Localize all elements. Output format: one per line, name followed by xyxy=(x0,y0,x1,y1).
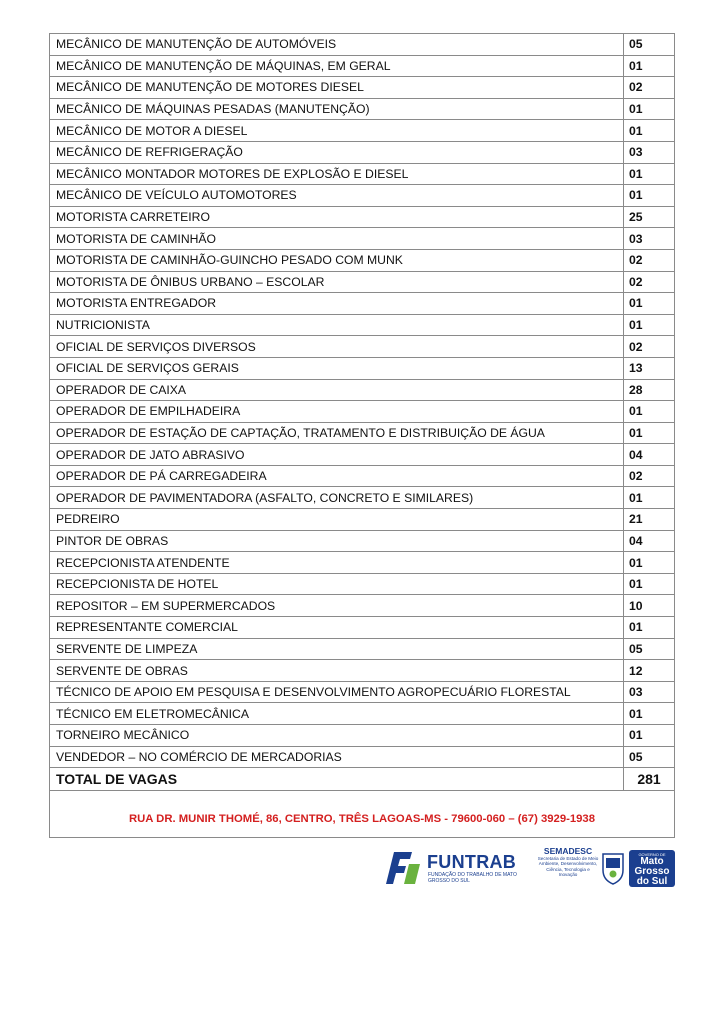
table-row xyxy=(50,617,675,639)
address-box xyxy=(49,791,675,838)
table-row xyxy=(50,163,675,185)
job-title: OPERADOR DE EMPILHADEIRA xyxy=(50,401,624,423)
table-row xyxy=(50,34,675,56)
job-title: OPERADOR DE JATO ABRASIVO xyxy=(50,444,624,466)
job-title: TÉCNICO EM ELETROMECÂNICA xyxy=(50,703,624,725)
job-quantity: 13 xyxy=(624,357,675,379)
table-row xyxy=(50,401,675,423)
table-row xyxy=(50,573,675,595)
funtrab-mark-icon xyxy=(382,848,424,888)
job-quantity: 12 xyxy=(624,660,675,682)
job-title: OFICIAL DE SERVIÇOS DIVERSOS xyxy=(50,336,624,358)
job-quantity: 02 xyxy=(624,249,675,271)
job-title: OPERADOR DE CAIXA xyxy=(50,379,624,401)
job-title: VENDEDOR – NO COMÉRCIO DE MERCADORIAS xyxy=(50,746,624,768)
table-row xyxy=(50,465,675,487)
job-title: MOTORISTA CARRETEIRO xyxy=(50,206,624,228)
job-quantity: 21 xyxy=(624,509,675,531)
job-title: REPRESENTANTE COMERCIAL xyxy=(50,617,624,639)
job-quantity: 01 xyxy=(624,55,675,77)
logo-bar xyxy=(382,846,676,890)
funtrab-subtitle: FUNDAÇÃO DO TRABALHO DE MATO GROSSO DO SUL xyxy=(428,872,517,884)
job-quantity: 01 xyxy=(624,725,675,747)
job-quantity: 10 xyxy=(624,595,675,617)
job-quantity: 03 xyxy=(624,228,675,250)
government-line-2: Grosso xyxy=(634,866,670,877)
table-row xyxy=(50,444,675,466)
job-title: NUTRICIONISTA xyxy=(50,314,624,336)
job-quantity: 05 xyxy=(624,746,675,768)
table-row xyxy=(50,487,675,509)
job-title: MOTORISTA DE CAMINHÃO xyxy=(50,228,624,250)
job-quantity: 05 xyxy=(624,34,675,56)
table-row xyxy=(50,681,675,703)
job-rows xyxy=(50,34,675,768)
job-title: TÉCNICO DE APOIO EM PESQUISA E DESENVOLVIMENTO AGROPECUÁRIO FLORESTAL xyxy=(50,681,624,703)
table-row xyxy=(50,530,675,552)
job-title: RECEPCIONISTA DE HOTEL xyxy=(50,573,624,595)
table-row xyxy=(50,120,675,142)
table-row xyxy=(50,746,675,768)
funtrab-logo xyxy=(382,848,524,888)
job-quantity: 04 xyxy=(624,444,675,466)
job-quantity: 02 xyxy=(624,336,675,358)
semadesc-subtitle: Secretaria de Estado de Meio Ambiente, Desenvolvimento, Ciência, Tecnologia e Inovação xyxy=(537,856,599,878)
job-quantity: 01 xyxy=(624,120,675,142)
table-row xyxy=(50,271,675,293)
job-quantity: 01 xyxy=(624,552,675,574)
job-quantity: 25 xyxy=(624,206,675,228)
job-title: MOTORISTA DE ÔNIBUS URBANO – ESCOLAR xyxy=(50,271,624,293)
job-quantity: 01 xyxy=(624,293,675,315)
semadesc-name: SEMADESC xyxy=(543,846,593,856)
job-title: MECÂNICO DE MANUTENÇÃO DE MÁQUINAS, EM GERAL xyxy=(50,55,624,77)
job-quantity: 03 xyxy=(624,141,675,163)
table-row xyxy=(50,336,675,358)
table-row xyxy=(50,552,675,574)
job-quantity: 01 xyxy=(624,185,675,207)
job-title: RECEPCIONISTA ATENDENTE xyxy=(50,552,624,574)
semadesc-logo xyxy=(537,846,599,878)
job-quantity: 02 xyxy=(624,271,675,293)
document-page xyxy=(49,33,675,838)
job-quantity: 04 xyxy=(624,530,675,552)
job-title: PEDREIRO xyxy=(50,509,624,531)
job-title: MOTORISTA DE CAMINHÃO-GUINCHO PESADO COM MUNK xyxy=(50,249,624,271)
job-quantity: 01 xyxy=(624,163,675,185)
table-row xyxy=(50,422,675,444)
government-line-3: do Sul xyxy=(636,876,668,887)
table-row xyxy=(50,141,675,163)
job-quantity: 02 xyxy=(624,465,675,487)
table-row xyxy=(50,249,675,271)
government-logo xyxy=(629,850,675,887)
government-line-1: Mato xyxy=(640,856,664,867)
job-quantity: 01 xyxy=(624,401,675,423)
job-title: MECÂNICO DE VEÍCULO AUTOMOTORES xyxy=(50,185,624,207)
table-row xyxy=(50,228,675,250)
job-quantity: 02 xyxy=(624,77,675,99)
table-row xyxy=(50,185,675,207)
table-row xyxy=(50,703,675,725)
job-quantity: 01 xyxy=(624,703,675,725)
table-row xyxy=(50,595,675,617)
job-title: OPERADOR DE PAVIMENTADORA (ASFALTO, CONCRETO E SIMILARES) xyxy=(50,487,624,509)
job-title: MECÂNICO MONTADOR MOTORES DE EXPLOSÃO E DIESEL xyxy=(50,163,624,185)
funtrab-name: FUNTRAB xyxy=(427,852,517,872)
job-quantity: 28 xyxy=(624,379,675,401)
job-quantity: 05 xyxy=(624,638,675,660)
total-label: TOTAL DE VAGAS xyxy=(50,768,624,791)
job-quantity: 03 xyxy=(624,681,675,703)
state-crest-icon xyxy=(600,850,626,886)
table-row xyxy=(50,98,675,120)
table-row xyxy=(50,314,675,336)
job-quantity: 01 xyxy=(624,314,675,336)
government-small-text: GOVERNO DE xyxy=(638,852,666,857)
job-title: PINTOR DE OBRAS xyxy=(50,530,624,552)
table-row xyxy=(50,379,675,401)
table-row xyxy=(50,638,675,660)
job-title: MECÂNICO DE MANUTENÇÃO DE MOTORES DIESEL xyxy=(50,77,624,99)
table-row xyxy=(50,660,675,682)
table-row xyxy=(50,55,675,77)
total-row xyxy=(50,768,675,791)
table-row xyxy=(50,725,675,747)
table-row xyxy=(50,206,675,228)
job-title: MECÂNICO DE REFRIGERAÇÃO xyxy=(50,141,624,163)
job-title: MOTORISTA ENTREGADOR xyxy=(50,293,624,315)
job-title: SERVENTE DE LIMPEZA xyxy=(50,638,624,660)
total-value: 281 xyxy=(624,768,675,791)
table-row xyxy=(50,509,675,531)
job-title: MECÂNICO DE MÁQUINAS PESADAS (MANUTENÇÃO) xyxy=(50,98,624,120)
job-quantity: 01 xyxy=(624,98,675,120)
job-title: TORNEIRO MECÂNICO xyxy=(50,725,624,747)
job-quantity: 01 xyxy=(624,617,675,639)
table-row xyxy=(50,77,675,99)
job-title: OPERADOR DE PÁ CARREGADEIRA xyxy=(50,465,624,487)
job-quantity: 01 xyxy=(624,422,675,444)
address-line: RUA DR. MUNIR THOMÉ, 86, CENTRO, TRÊS LAGOAS-MS - 79600-060 – (67) 3929-1938 xyxy=(128,813,595,826)
table-row xyxy=(50,293,675,315)
table-row xyxy=(50,357,675,379)
job-title: MECÂNICO DE MANUTENÇÃO DE AUTOMÓVEIS xyxy=(50,34,624,56)
job-title: OPERADOR DE ESTAÇÃO DE CAPTAÇÃO, TRATAMENTO E DISTRIBUIÇÃO DE ÁGUA xyxy=(50,422,624,444)
job-title: MECÂNICO DE MOTOR A DIESEL xyxy=(50,120,624,142)
job-title: OFICIAL DE SERVIÇOS GERAIS xyxy=(50,357,624,379)
job-quantity: 01 xyxy=(624,573,675,595)
job-quantity: 01 xyxy=(624,487,675,509)
job-title: REPOSITOR – EM SUPERMERCADOS xyxy=(50,595,624,617)
job-vacancy-table xyxy=(49,33,675,791)
job-title: SERVENTE DE OBRAS xyxy=(50,660,624,682)
